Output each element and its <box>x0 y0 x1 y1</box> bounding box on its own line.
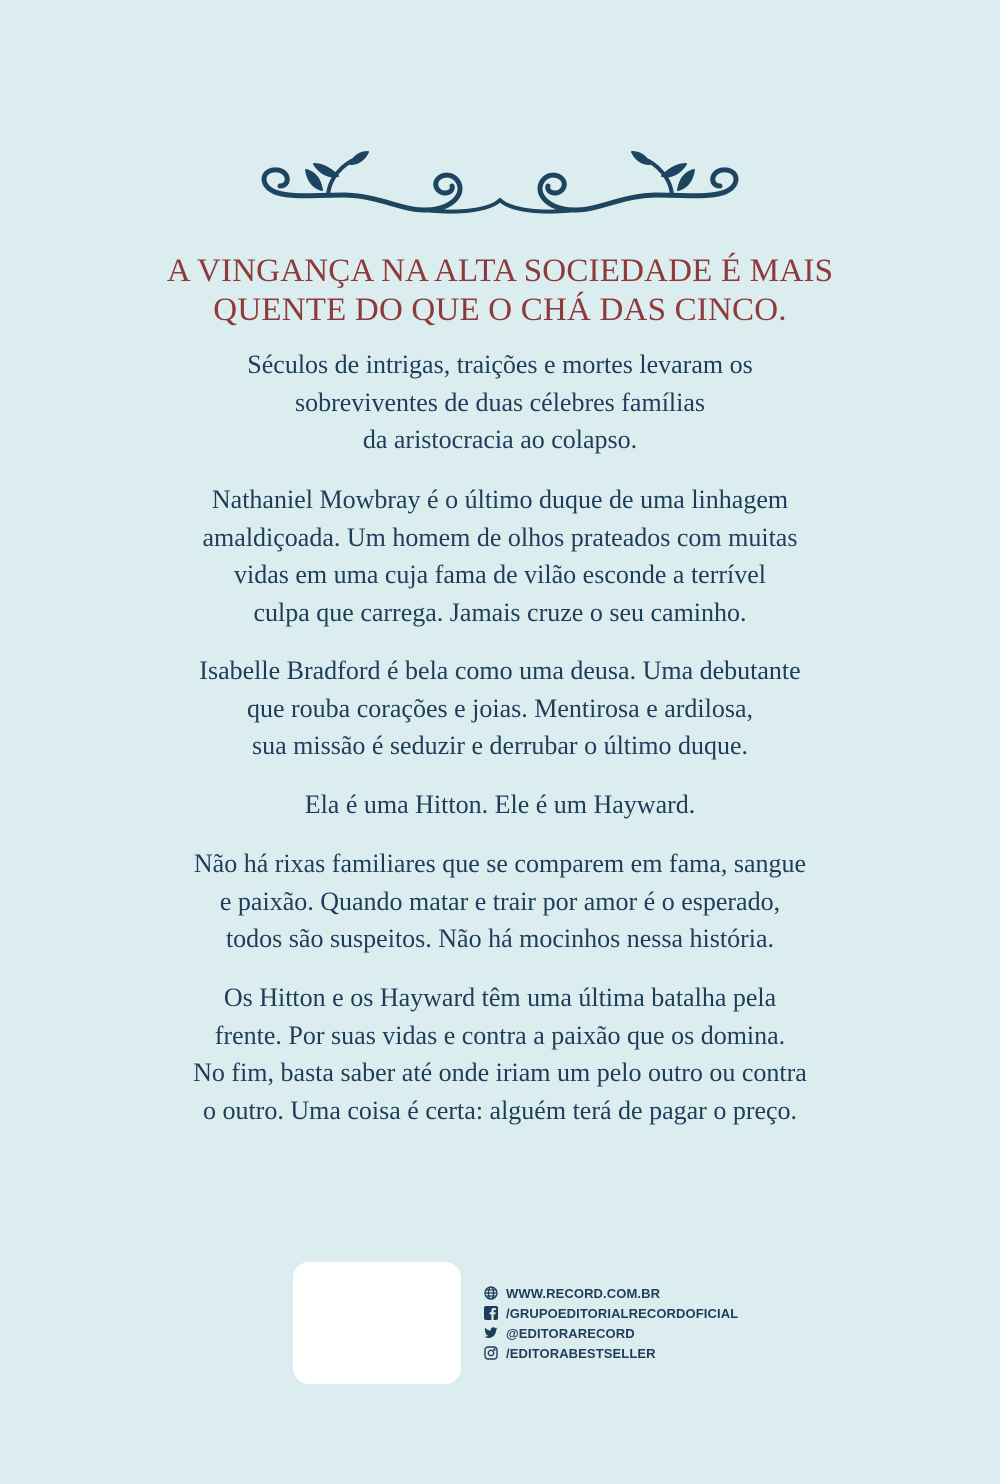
flourish-ornament-icon <box>250 150 750 220</box>
contact-text: WWW.RECORD.COM.BR <box>506 1285 661 1301</box>
contact-instagram[interactable] <box>484 1343 804 1363</box>
blurb-line: e paixão. Quando matar e trair por amor é o esperado, <box>219 886 781 916</box>
blurb-line: Os Hitton e os Hayward têm uma última batalha pela <box>223 983 777 1012</box>
publisher-contacts <box>484 1283 804 1363</box>
blurb-line: sua missão é seduzir e derrubar o último duque. <box>251 731 749 760</box>
blurb-line: frente. Por suas vidas e contra a paixão que os domina. <box>214 1020 786 1050</box>
contact-text: /EDITORABESTSELLER <box>506 1345 656 1361</box>
blurb-paragraph-6 <box>0 979 1000 1129</box>
blurb-line: amaldiçoada. Um homem de olhos prateados com muitas <box>202 522 798 552</box>
blurb-paragraph-4 <box>0 786 1000 824</box>
blurb-line: que rouba corações e joias. Mentirosa e ardilosa, <box>246 693 754 723</box>
contact-twitter[interactable] <box>484 1323 804 1343</box>
blurb-line: No fim, basta saber até onde iriam um pelo outro ou contra <box>193 1058 807 1087</box>
blurb-line: sobreviventes de duas célebres famílias <box>294 387 706 417</box>
instagram-icon <box>484 1346 498 1360</box>
blurb-line: vidas em uma cuja fama de vilão esconde a terrível <box>233 560 767 589</box>
blurb-line: Não há rixas familiares que se comparem em fama, sangue <box>193 849 807 878</box>
globe-icon <box>484 1286 498 1300</box>
blurb-line: Ela é uma Hitton. Ele é um Hayward. <box>304 790 696 819</box>
contact-website[interactable] <box>484 1283 804 1303</box>
headline <box>0 252 1000 330</box>
headline-line: QUENTE DO QUE O CHÁ DAS CINCO. <box>213 292 787 328</box>
contact-text: /GRUPOEDITORIALRECORDOFICIAL <box>506 1305 739 1321</box>
blurb-paragraph-5 <box>0 845 1000 958</box>
blurb-line: da aristocracia ao colapso. <box>362 425 638 454</box>
blurb-line: Séculos de intrigas, traições e mortes levaram os <box>247 350 753 379</box>
contact-text: @EDITORARECORD <box>506 1325 635 1341</box>
blurb-line: o outro. Uma coisa é certa: alguém terá de pagar o preço. <box>202 1095 798 1125</box>
blurb-paragraph-2 <box>0 481 1000 631</box>
blurb-line: todos são suspeitos. Não há mocinhos nessa história. <box>225 924 775 953</box>
headline-line: A VINGANÇA NA ALTA SOCIEDADE É MAIS <box>166 253 834 289</box>
barcode-sticker-area <box>293 1262 461 1384</box>
blurb-line: Isabelle Bradford é bela como uma deusa. Uma debutante <box>199 656 801 685</box>
facebook-icon <box>484 1306 498 1320</box>
blurb-paragraph-1 <box>0 346 1000 459</box>
contact-facebook[interactable] <box>484 1303 804 1323</box>
twitter-icon <box>484 1326 498 1340</box>
blurb-line: Nathaniel Mowbray é o último duque de uma linhagem <box>211 485 789 514</box>
blurb-paragraph-3 <box>0 652 1000 765</box>
blurb-line: culpa que carrega. Jamais cruze o seu caminho. <box>253 597 747 627</box>
